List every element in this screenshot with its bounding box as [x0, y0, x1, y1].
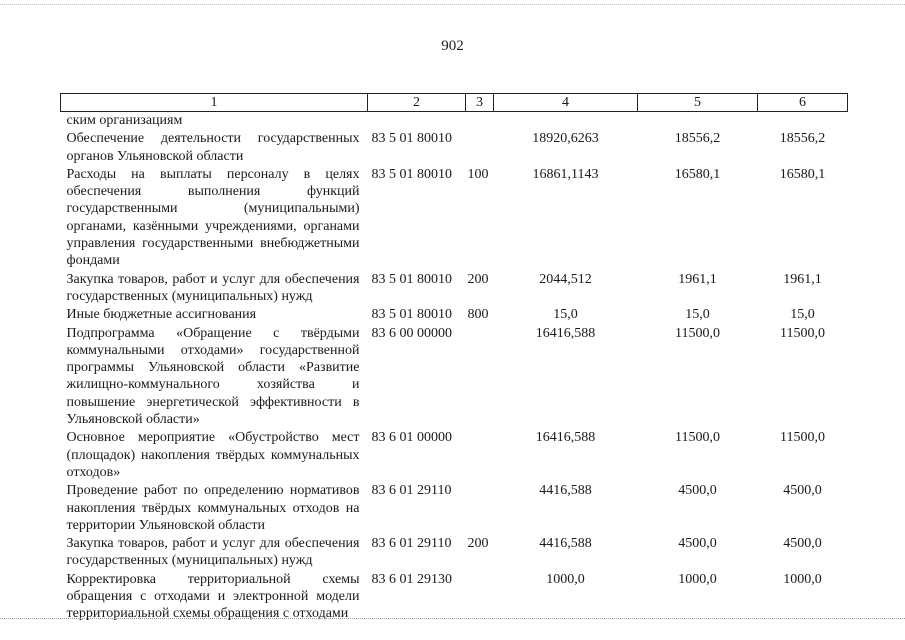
col-header-vr: 3	[466, 94, 494, 112]
row-expense-type: 100	[467, 166, 489, 182]
row-name: Закупка товаров, работ и услуг для обеспечения государственных (муниципальных) нужд	[66, 536, 360, 569]
row-value-1: 1000,0	[546, 571, 585, 587]
row-expense-type	[466, 129, 494, 165]
row-code: 83 6 01 29110	[371, 536, 452, 552]
table-row	[61, 428, 848, 481]
row-value-1: 4416,588	[539, 536, 592, 552]
row-expense-type: 200	[467, 271, 489, 287]
page-number: 902	[441, 38, 464, 54]
row-value-1: 16416,588	[535, 430, 596, 446]
row-expense-type	[466, 570, 494, 623]
row-code: 83 6 01 29130	[371, 571, 452, 587]
row-name: Подпрограмма «Обращение с твёрдыми коммунальными отходами» государственной программы Ульяновской области «Развитие жилищно-коммунального хозяйства и повышение энергетической эффективности в Ульяновской области»	[66, 325, 360, 428]
row-value-1: 16861,1143	[532, 166, 599, 182]
row-code: 83 5 01 80010	[371, 271, 452, 287]
scan-edge-bottom	[0, 618, 905, 625]
row-code: 83 6 01 29110	[371, 483, 452, 499]
table-row	[61, 305, 848, 323]
table-header-row	[61, 94, 848, 112]
row-value-3: 18556,2	[779, 131, 826, 147]
row-expense-type: 200	[467, 536, 489, 552]
col-header-sum-3: 6	[758, 94, 848, 112]
row-name: Иные бюджетные ассигнования	[66, 307, 257, 323]
row-value-3: 1000,0	[783, 571, 822, 587]
row-value-2: 1000,0	[678, 571, 717, 587]
row-value-3: 4500,0	[783, 483, 822, 499]
row-value-2: 16580,1	[674, 166, 721, 182]
row-value-1: 15,0	[553, 307, 578, 323]
row-name: Закупка товаров, работ и услуг для обеспечения государственных (муниципальных) нужд	[66, 271, 360, 304]
row-value-1: 2044,512	[539, 271, 592, 287]
row-value-3: 11500,0	[780, 430, 825, 446]
row-value-1: 18920,6263	[532, 131, 599, 147]
row-value-1: 16416,588	[535, 325, 596, 341]
row-code: 83 6 01 00000	[371, 430, 452, 446]
continuation-text: ским организациям	[66, 113, 183, 128]
table-body	[61, 112, 848, 623]
table-row-continuation	[61, 112, 848, 130]
row-name: Основное мероприятие «Обустройство мест (площадок) накопления твёрдых коммунальных отходов»	[66, 430, 360, 480]
row-name: Корректировка территориальной схемы обращения с отходами и электронной модели территориальной схемы обращения с отходами	[66, 571, 360, 622]
row-value-3: 4500,0	[783, 536, 822, 552]
table-row	[61, 129, 848, 165]
row-code: 83 5 01 80010	[371, 307, 452, 323]
col-header-code: 2	[368, 94, 466, 112]
budget-table	[60, 93, 848, 623]
row-expense-type: 800	[467, 307, 489, 323]
table-row	[61, 481, 848, 534]
row-value-2: 4500,0	[678, 483, 717, 499]
row-expense-type	[466, 324, 494, 429]
row-name: Обеспечение деятельности государственных органов Ульяновской области	[66, 131, 360, 164]
row-value-3: 11500,0	[780, 325, 825, 341]
row-value-2: 15,0	[685, 307, 710, 323]
table-row	[61, 534, 848, 570]
row-value-3: 15,0	[790, 307, 815, 323]
row-value-2: 18556,2	[674, 131, 721, 147]
row-value-2: 11500,0	[675, 325, 720, 341]
row-code: 83 5 01 80010	[371, 131, 452, 147]
row-code: 83 5 01 80010	[371, 166, 452, 182]
row-value-2: 1961,1	[678, 271, 717, 287]
row-value-3: 16580,1	[779, 166, 826, 182]
row-name: Расходы на выплаты персоналу в целях обеспечения выполнения функций государственными (муниципальными) органами, казёнными учреждениями, органами управления государственными внебюджетными фондами	[66, 166, 360, 269]
row-code: 83 6 00 00000	[371, 325, 452, 341]
col-header-sum-2: 5	[638, 94, 758, 112]
col-header-name: 1	[61, 94, 368, 112]
row-name: Проведение работ по определению нормативов накопления твёрдых коммунальных отходов на территории Ульяновской области	[66, 483, 360, 533]
row-expense-type	[466, 481, 494, 534]
table-row	[61, 165, 848, 270]
row-value-2: 11500,0	[675, 430, 720, 446]
table-row	[61, 324, 848, 429]
col-header-sum-1: 4	[494, 94, 638, 112]
table-row	[61, 570, 848, 623]
table-row	[61, 270, 848, 306]
row-value-2: 4500,0	[678, 536, 717, 552]
row-value-3: 1961,1	[783, 271, 822, 287]
row-expense-type	[466, 428, 494, 481]
row-value-1: 4416,588	[539, 483, 592, 499]
scan-edge-top	[0, 4, 905, 7]
